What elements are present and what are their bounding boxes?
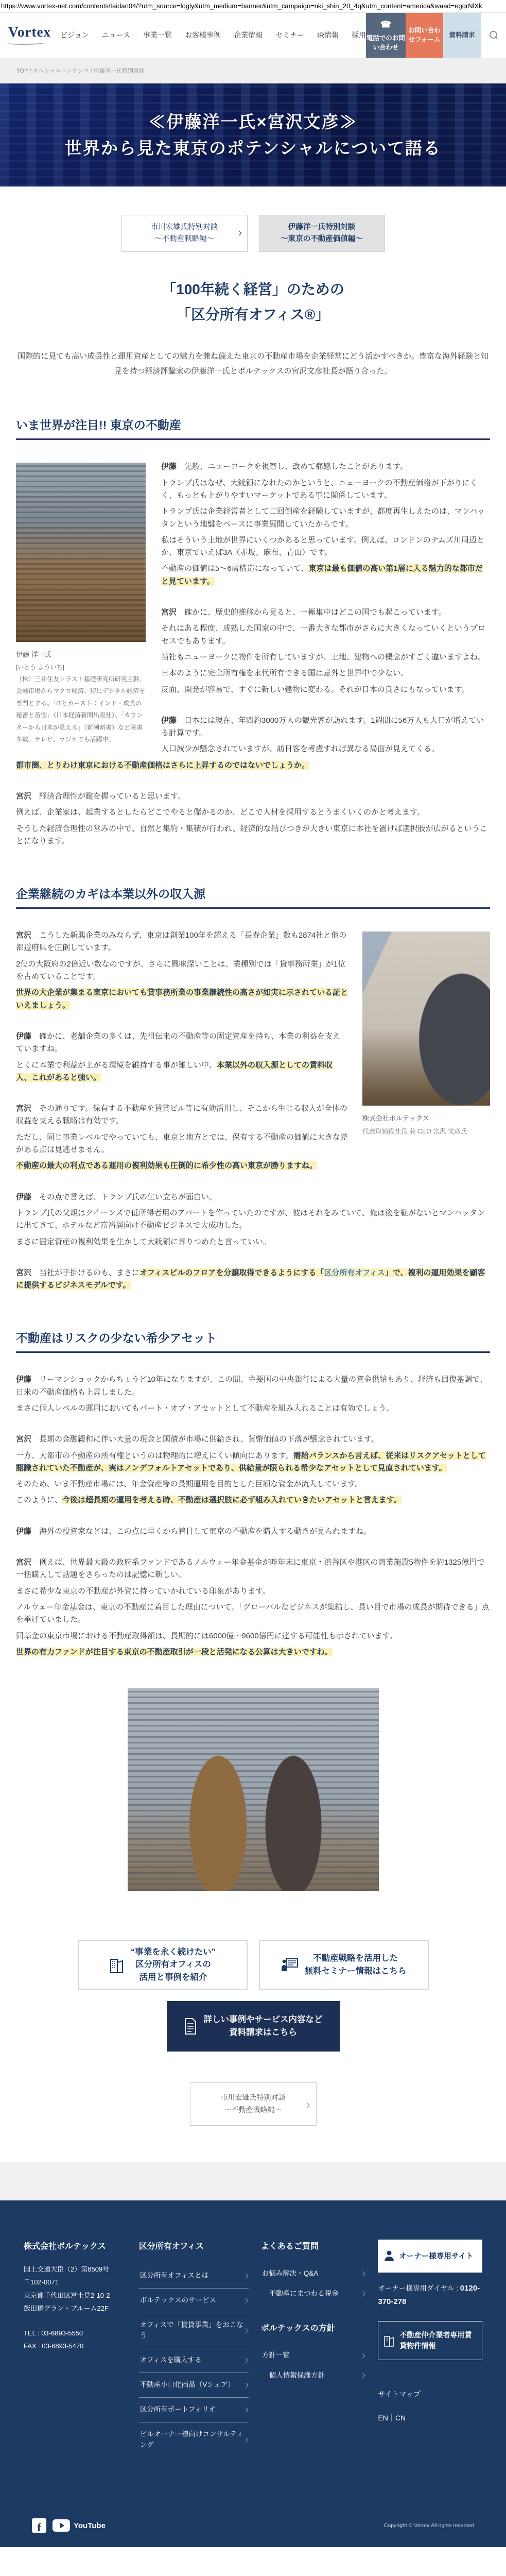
dialogue-text: リーマンショックからちょうど10年になりますが、この間、主要国の中央銀行による大量の資金供給もあり、経済も回復基調で、日米の不動産価格も上昇しました。 — [16, 1375, 487, 1397]
dialogue-text: 当社が手掛けるのも、まさに — [31, 1268, 140, 1277]
cta-line: 不動産戦略を活用した — [313, 1953, 398, 1963]
owner-dial — [378, 2282, 482, 2309]
dialogue-text: 反面、開発が容易で、すぐに新しい建物に変わる。それが日本の良さにもなっています。 — [161, 685, 469, 694]
hero-title-line1: ≪伊藤洋一氏×宮沢文彦≫ — [148, 112, 358, 131]
broker-info-button[interactable] — [378, 2321, 482, 2360]
tab-ichikawa-label1: 市川宏雄氏特別対談 — [150, 223, 218, 231]
footer-link-label: 方針一覧 — [261, 2351, 290, 2359]
building-icon — [383, 2334, 395, 2347]
url-text: https://www.vortex-net.com/contents/taidan04/?utm_source=logly&utm_medium=banner&utm_campaign=nki_shin_20_4q&utm_content=america&waad=egqrNlXk — [0, 0, 506, 12]
footer-link[interactable] — [261, 2346, 366, 2366]
seminar-card[interactable] — [259, 1940, 429, 1990]
nav-item[interactable]: ニュース — [101, 31, 131, 40]
speaker-name: 宮沢 — [16, 1104, 32, 1113]
chevron-right-icon — [243, 2273, 248, 2278]
footer-policy-heading: ボルテックスの方針 — [260, 2324, 335, 2333]
section-heading-rare-asset: 不動産はリスクの少ない希少アセット — [16, 1329, 490, 1353]
dialogue-text: 」 — [385, 1268, 393, 1277]
dialogue-text: 不動産の価値は5～6層構造になっていて、 — [161, 564, 309, 573]
speaker-name: 宮沢 — [16, 1558, 32, 1567]
dialogue-text: このように、 — [16, 1496, 63, 1505]
dialogue-text: その通りです。保有する不動産を賃貸ビル等に有効活用し、そこから生じる収入が全体の収益を支える戦略は有効です。 — [16, 1104, 347, 1126]
dialogue-block — [16, 1526, 490, 1538]
speaker-name: 伊藤 — [16, 1192, 32, 1201]
interview-tabs — [16, 215, 490, 252]
case-study-card-text — [131, 1946, 216, 1984]
dialogue-text: 日本には現在、年間約3000万人の観光客が訪れます。1週間に56万人も人口が増えている計算です。 — [161, 716, 484, 738]
chevron-right-icon — [360, 2291, 365, 2296]
main-content — [0, 215, 506, 2126]
speaker-name: 宮沢 — [16, 1268, 32, 1277]
footer-link-label: 不動産にまつわる税金 — [269, 2289, 339, 2297]
dialogue-text: 区分所有オフィス — [324, 1268, 385, 1277]
footer-link[interactable] — [139, 2289, 249, 2313]
dialogue-text: ただし、同じ事業レベルでやっていても、東京と地方とでは、保有する不動産の価値に大きな差がある点は見逃せません。 — [16, 1132, 348, 1155]
dialogue-block — [16, 790, 490, 848]
speaker-name: 伊藤 — [161, 462, 177, 471]
main-nav — [60, 13, 366, 58]
company-info-line: 〒102-0071 — [24, 2278, 59, 2286]
chevron-right-icon — [236, 230, 241, 235]
dialogue-text: 当社もニューヨークに物件を所有していますが、土地、建物への概念がすごく違いますよね。 — [161, 652, 486, 662]
owner-dial-number: 0120-370-278 — [378, 2283, 480, 2306]
dialogue-text: 本業以外の収入源としての賃料収入、これがあると強い。 — [16, 1060, 333, 1082]
dialogue-text: とくに本業で利益が上がる環境を維持する事が難しい中、 — [16, 1060, 217, 1070]
footer-tel: TEL : 03-6893-5550 — [24, 2329, 83, 2337]
person-icon — [384, 2250, 394, 2262]
tab-ito-label1: 伊藤洋一氏特別対談 — [288, 223, 356, 231]
miyazawa-figure — [362, 931, 490, 1138]
dialogue-text: ノルウェー年金基金は、東京の不動産に着目した理由について、「グローバルなビジネスが集結し、長い目で市場の成長が期待できる」点を挙げていました。 — [16, 1602, 490, 1624]
chevron-right-icon — [243, 2358, 248, 2363]
ito-figure — [16, 463, 146, 745]
miyazawa-photo — [362, 931, 490, 1106]
copyright: Copyright © Vortex.All rights reserved — [383, 2522, 474, 2529]
dialogue-text: 先般、ニューヨークを視察し、改めて痛感したことがあります。 — [177, 462, 408, 471]
dialogue-text: トランプ氏の父親はクイーンズで低所得者用のアパートを作っていたのですが、彼はそれをみていて、俺は後を継がないとマンハッタンに出てきて、ホテルなど富裕層向け不動産ビジネスで大成功した。 — [16, 1208, 485, 1230]
footer-link-label: オフィスで「賃貸事業」をおこなう — [139, 2320, 243, 2340]
ito-miyazawa-duo-photo — [128, 1688, 379, 1891]
section-heading-tokyo-real-estate: いま世界が注目!! 東京の不動産 — [16, 416, 490, 440]
lead-paragraph: 国際的に見ても高い成長性と運用資産としての魅力を兼ね備えた東京の不動産市場を企業経営にどう活かすべきか。豊富な海外経験と知見を持つ経済評論家の伊藤洋一氏とボルテックスの宮沢文彦社長が語り合った。 — [18, 351, 488, 376]
building-icon — [109, 1956, 125, 1974]
speaker-name: 伊藤 — [16, 1527, 32, 1536]
footer-link[interactable] — [139, 2264, 249, 2289]
document-request-button[interactable] — [443, 13, 481, 58]
dialogue-text: こうした新興企業のみならず、東京は創業100年を超える「長寿企業」数も2874社と他の都道府県を圧倒しています。 — [16, 931, 347, 953]
dialogue-text: 需給バランスから言えば、従来はリスクアセットとして認識されていた不動産が、実はノンデフォルトアセットであり、供給量が限られる希少なアセットとして見直されています。 — [16, 1451, 486, 1472]
footer-link-label: ボルテックスのサービス — [139, 2296, 217, 2304]
footer-link-label: オフィスを購入する — [139, 2356, 202, 2364]
dialogue-text: 同基金の東京市場における不動産取得額は、長期的には6000億～9600億円に達する可能性も示されています。 — [16, 1631, 397, 1640]
footer-link[interactable] — [139, 2348, 249, 2373]
dialogue-text: 長期の金融緩和に伴い大量の現金と国債が市場に供給され、貨幣価値の下落が懸念されています。 — [31, 1435, 379, 1444]
nav-item[interactable]: ビジョン — [60, 31, 89, 40]
dialogue-section-3 — [16, 1374, 490, 1658]
chevron-right-icon — [360, 2373, 365, 2378]
dialogue-text: 世界の大企業が集まる東京においても貸事務所業の事業継続性の高さが如実に示されている証といえましょう。 — [16, 988, 348, 1010]
tab-ichikawa-interview[interactable] — [121, 215, 248, 252]
nav-item[interactable]: セミナー — [275, 31, 305, 40]
owner-site-label: オーナー様専用サイト — [399, 2252, 474, 2261]
company-info-line: 国土交通大臣（2）第8509号 — [24, 2265, 110, 2273]
nav-item[interactable]: 採用 — [352, 31, 367, 40]
section-body-3 — [16, 1374, 490, 1658]
hero-title-line2: 世界から見た東京のポテンシャルについて語る — [64, 138, 442, 158]
vortex-logo[interactable] — [0, 13, 60, 58]
footer-link[interactable] — [139, 2398, 249, 2422]
chevron-right-icon — [360, 2271, 365, 2276]
sitemap-link[interactable]: サイトマップ — [378, 2390, 421, 2399]
dialogue-text: その点で言えば、トランプ氏の生い立ちが面白い。 — [31, 1192, 217, 1201]
document-icon — [184, 2018, 197, 2035]
tab-ito-label2: ～東京の不動産価値編～ — [281, 234, 363, 243]
footer-bottom-bar — [24, 2518, 482, 2547]
case-study-card[interactable] — [78, 1940, 248, 1990]
chevron-right-icon — [243, 2383, 248, 2388]
seminar-card-text — [305, 1952, 407, 1978]
cta-line: “事業を永く続けたい” — [131, 1947, 216, 1957]
nav-item[interactable]: お客様事例 — [185, 31, 221, 40]
cta-line: 無料セミナー情報はこちら — [304, 1966, 407, 1976]
dialogue-text: それはある程度、成熟した国家の中で、一番大きな都市がさらに大きくなっていくというプロセスでもあります。 — [161, 624, 485, 646]
dialogue-text: 経済合理性が鍵を握っていると思います。 — [31, 791, 185, 801]
footer-office-links — [139, 2264, 249, 2458]
hero-banner — [0, 83, 506, 187]
youtube-icon — [53, 2519, 70, 2532]
dialogue-block — [16, 1191, 490, 1248]
ito-photo-caption — [16, 648, 146, 745]
document-request-banner-text — [204, 2013, 323, 2039]
footer-office-column — [139, 2240, 249, 2458]
footer-company-column — [24, 2240, 127, 2458]
cta-line: 詳しい事例やサービス内容など — [203, 2015, 323, 2025]
page-title — [16, 277, 490, 327]
youtube-label: YouTube — [74, 2521, 106, 2530]
dialogue-text: そのため、いま不動産市場には、年金資産等の長期運用を目的とした巨額な資金が流入しています。 — [16, 1480, 363, 1489]
dialogue-text: 今後は超長期の運用を考える時、不動産は選択肢に必ず組み入れていきたいアセットと言えます。 — [62, 1496, 402, 1505]
tab-ito-interview[interactable] — [259, 215, 385, 252]
dialogue-text: 確かに、歴史的推移から見ると、一極集中はどこの国でも起こっています。 — [177, 608, 446, 617]
document-request-banner[interactable] — [167, 2001, 340, 2052]
owner-dial-label: オーナー様専用ダイヤル : — [378, 2284, 460, 2292]
company-info-line: 東京都千代田区富士見2-10-2 — [24, 2291, 110, 2299]
nav-item[interactable]: IR情報 — [317, 31, 339, 40]
breadcrumb-bar — [0, 58, 506, 83]
document-request-label: 資料請求 — [449, 31, 475, 39]
dialogue-text: 人口減少が懸念されていますが、訪日客を考慮すれば異なる局面が見えてくる。 — [161, 744, 440, 754]
ito-photo — [16, 463, 146, 642]
phone-contact-button[interactable] — [366, 13, 406, 58]
footer-faq-column — [261, 2240, 366, 2458]
owner-site-button[interactable] — [378, 2240, 482, 2273]
caption-line: （株）三井住友トラスト基礎研究所研究主幹。金融市場からマクロ経済、特にデジタル経済を専門とする。「ITとカースト：インド・成長の秘密と苦悩」（日本経済新聞出版社）、「カウンターから日本が見える」（新潮新書）など著書多数。テレビ、ラジオでも活躍中。 — [16, 675, 146, 743]
footer-link[interactable] — [139, 2373, 249, 2398]
footer-faq-heading: よくあるご質問 — [260, 2242, 319, 2251]
footer-link[interactable] — [261, 2284, 366, 2304]
logo-swoosh-icon — [8, 41, 46, 45]
footer-link[interactable] — [139, 2422, 249, 2458]
company-info — [24, 2264, 127, 2314]
footer — [0, 2200, 506, 2547]
dialogue-text: 不動産の最大の利点である運用の複利効果も圧倒的に希少性の高い東京が勝りますね。 — [16, 1161, 318, 1171]
cta-line: 活用と事例を紹介 — [139, 1973, 207, 1982]
language-switcher[interactable]: EN｜CN — [378, 2414, 406, 2422]
dialogue-text: 例えば、世界最大級の政府系ファンドであるノルウェー年金基金が昨年末に東京・渋谷区や港区の商業施設5物件を約1325億円で一括購入して話題をさらったのは記憶に新しい。 — [16, 1558, 485, 1580]
footer-office-heading: 区分所有オフィス — [138, 2242, 204, 2251]
dialogue-text: で、複利の運用効果を顧客に提供するビジネスモデルです。 — [16, 1268, 485, 1290]
dialogue-text: トランプ氏は企業経営者として二回倒産を経験していますが、都度再生しえたのは、マンハッタンという地盤をベースに事業展開していたからです。 — [161, 507, 485, 529]
nav-item[interactable]: 事業一覧 — [143, 31, 172, 40]
footer-link[interactable] — [261, 2264, 366, 2284]
facebook-icon[interactable] — [32, 2518, 46, 2533]
page-title-line1: 「100年続く経営」のための — [162, 281, 344, 297]
dialogue-text: そうした経済合理性の営みの中で、自然と集約・集積が行われ、経済的な結びつきが大きい東京に本社を置けば選択肢が広がるということになります。 — [16, 824, 487, 845]
speaker-name: 伊藤 — [161, 716, 177, 725]
footer-owner-column — [378, 2240, 482, 2458]
youtube-link[interactable] — [53, 2519, 106, 2532]
chevron-right-icon — [360, 2353, 365, 2358]
dialogue-text: まさに希少な東京の不動産が外資に持っていかれている印象があります。 — [16, 1586, 270, 1596]
logo-text: Vortex — [8, 24, 51, 40]
dialogue-text: まさに個人レベルの運用においてもパート・オブ・アセットとして不動産を組み入れることは有効でしょう。 — [16, 1404, 394, 1413]
ichikawa-interview-label1: 市川宏雄氏特別対談 — [220, 2093, 286, 2102]
phone-icon: ☎ — [380, 19, 391, 29]
dialogue-text: 一方、大都市の不動産の所有権というのは物理的に増えにくい傾向にあります。 — [16, 1451, 293, 1460]
dialogue-text: トランプ氏はなぜ、大統領になれたのかというと、ニューヨークの不動産価格が下がりにくく、もっとも上がりやすいマーケットである事に関係しています。 — [161, 478, 478, 500]
caption-line: [いとう よういち] — [16, 663, 65, 671]
footer-link-label: 区分所有ポートフォリオ — [139, 2405, 216, 2414]
speaker-name: 宮沢 — [16, 931, 32, 940]
chevron-right-icon — [243, 2408, 248, 2413]
speaker-name: 宮沢 — [16, 1435, 32, 1444]
caption-line: 株式会社ボルテックス — [362, 1114, 429, 1123]
duo-figure — [128, 1688, 379, 1891]
footer-company-name: 株式会社ボルテックス — [24, 2242, 106, 2251]
dialogue-text: 「 — [316, 1268, 324, 1277]
dialogue-block — [16, 1556, 490, 1658]
footer-link[interactable] — [261, 2366, 366, 2386]
ichikawa-interview-button[interactable] — [190, 2082, 317, 2126]
chevron-right-icon — [304, 2103, 309, 2108]
seminar-icon — [281, 1957, 299, 1973]
footer-link-label: お悩み解決・Q&A — [261, 2269, 319, 2277]
tab-ichikawa-label2: ～不動産戦略編～ — [154, 234, 214, 243]
dialogue-text: 日本のように完全所有権を永代所有できる国は意外と世界中で少ない。 — [161, 669, 409, 678]
page-title-line2: 「区分所有オフィス®」 — [176, 306, 330, 323]
dialogue-text: 例えば、企業家は、起業するとしたらどこでやると儲かるのか、どこで人材を採用するとうまくいくのかと考えます。 — [16, 808, 425, 817]
dialogue-text: 私はそういう土地が世界にいくつかあると思っています。例えば、ロンドンのテムズ川周辺とか、東京でいえば3A（赤坂、麻布、青山）です。 — [161, 535, 485, 557]
header — [0, 12, 506, 58]
cta-line: 資料請求はこちら — [229, 2028, 297, 2038]
footer-policy-links — [261, 2346, 366, 2386]
social-links — [32, 2518, 106, 2533]
speaker-name: 伊藤 — [16, 1031, 32, 1041]
dialogue-block — [16, 1433, 490, 1506]
search-icon — [490, 31, 498, 39]
footer-faq-links — [261, 2264, 366, 2304]
caption-line: 伊藤 洋一氏 — [16, 651, 51, 659]
dialogue-text: 2位の大阪府の2倍近い数なのですが、さらに興味深いことは、業種別では「貸事務所業」が1位を占めていることです。 — [16, 959, 346, 981]
speaker-name: 宮沢 — [16, 791, 32, 801]
ichikawa-interview-label2: ～不動産戦略編～ — [224, 2105, 282, 2114]
section-body-1 — [16, 461, 490, 848]
cta-row — [16, 1940, 490, 1990]
dialogue-text: まさに固定資産の複利効果を生かして大統領に昇りつめたと言っていい。 — [16, 1237, 271, 1246]
speaker-name: 伊藤 — [16, 1375, 32, 1384]
spacer-band — [0, 2162, 506, 2200]
dialogue-text: 東京は最も価値の高い第1層に入る魅力的な都市だと見ています。 — [161, 564, 483, 586]
caption-line: 代表取締役社長 兼 CEO 宮沢 文彦氏 — [362, 1127, 467, 1135]
company-info-line: 飯田橋グラン・ブルーム22F — [24, 2304, 109, 2313]
phone-contact-label: 電話でのお問い合わせ — [366, 34, 405, 51]
dialogue-text: オフィスビルのフロアを分譲取得できるようにする — [139, 1268, 317, 1277]
footer-fax: FAX : 03-6893-5470 — [24, 2342, 84, 2350]
footer-link-label: 不動産小口化商品（Vシェア） — [139, 2381, 235, 2389]
section-heading-income-source: 企業継続のカギは本業以外の収入源 — [16, 885, 490, 909]
dialogue-text: 都市圏、とりわけ東京における不動産価格はさらに上昇するのではないでしょうか。 — [16, 760, 310, 770]
search-button[interactable] — [481, 13, 506, 58]
dialogue-block — [16, 1267, 490, 1292]
contact-form-label: お問い合わせフォーム — [408, 27, 441, 44]
footer-link-label: ビルオーナー様向けコンサルティング — [139, 2430, 243, 2449]
footer-link[interactable] — [139, 2313, 249, 2349]
dialogue-text: 海外の投資家などは、この点に早くから着目して東京の不動産を購入する動きが見られますね。 — [31, 1527, 372, 1536]
footer-columns — [24, 2240, 482, 2458]
section-body-2 — [16, 929, 490, 1292]
footer-small-links — [378, 2389, 482, 2423]
dialogue-text: 世界の有力ファンドが注目する東京の不動産取引が一段と活発になる公算は大きいですね。 — [16, 1647, 333, 1656]
contact-form-button[interactable] — [406, 13, 443, 58]
facebook-glyph: f — [37, 2521, 41, 2534]
footer-link-label: 個人情報保護方針 — [269, 2371, 325, 2379]
dialogue-block — [16, 1374, 490, 1415]
dialogue-text: 確かに、老舗企業の多くは、先祖伝来の不動産等の固定資産を持ち、本業の利益を支えていますね。 — [16, 1031, 341, 1054]
breadcrumb[interactable]: TOP / スペシャルコンテンツ / 伊藤洋一氏特別対談 — [16, 67, 145, 74]
footer-link-label: 区分所有オフィスとは — [139, 2271, 209, 2279]
cta-line: 区分所有オフィスの — [135, 1960, 211, 1970]
broker-info-label: 不動産仲介業者専用賃貸物件情報 — [399, 2331, 472, 2350]
miyazawa-photo-caption — [362, 1112, 490, 1138]
speaker-name: 宮沢 — [161, 608, 177, 617]
nav-item[interactable]: 企業情報 — [234, 31, 263, 40]
chevron-right-icon — [243, 2298, 248, 2303]
